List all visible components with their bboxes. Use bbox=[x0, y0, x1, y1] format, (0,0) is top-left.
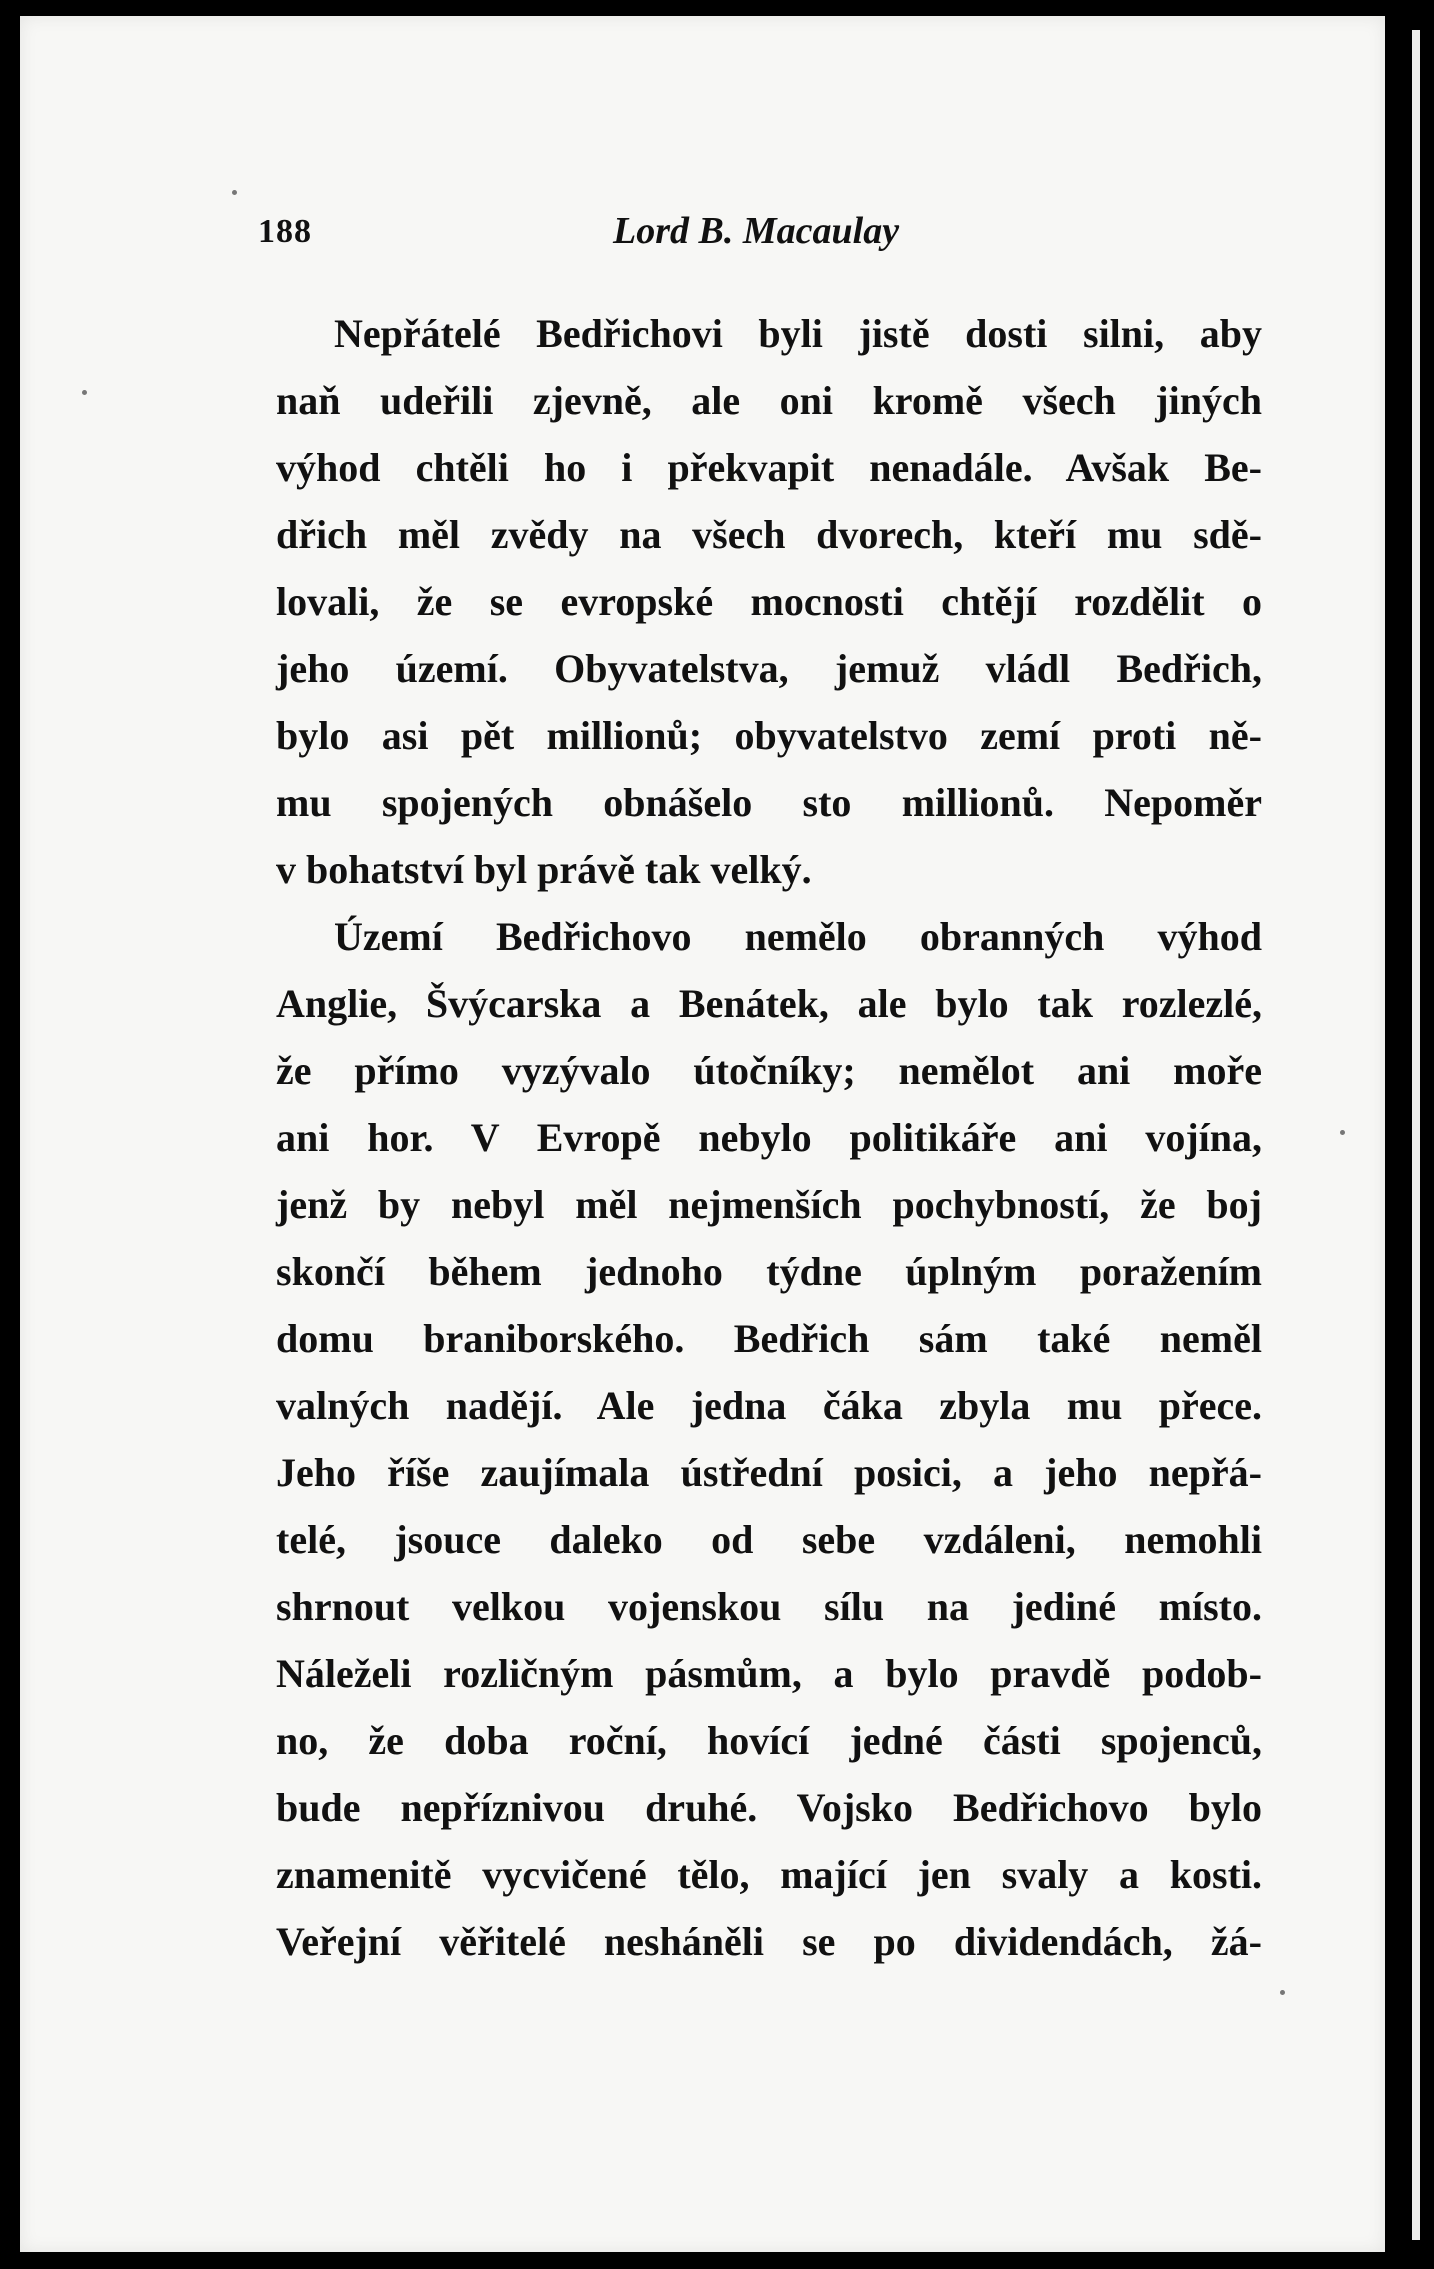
text-line: ani hor. V Evropě nebylo politikáře ani vojína, bbox=[276, 1115, 1262, 1160]
text-line: shrnout velkou vojenskou sílu na jediné místo. bbox=[276, 1584, 1262, 1629]
text-line: Náleželi rozličným pásmům, a bylo pravdě podob- bbox=[276, 1651, 1262, 1696]
paragraph-2 bbox=[276, 903, 1262, 1975]
text-line: bylo asi pět millionů; obyvatelstvo zemí proti ně- bbox=[276, 713, 1262, 758]
text-line: mu spojených obnášelo sto millionů. Nepoměr bbox=[276, 780, 1262, 825]
body-text bbox=[276, 300, 1262, 1975]
running-title: Lord B. Macaulay bbox=[613, 210, 900, 252]
text-line: naň udeřili zjevně, ale oni kromě všech jiných bbox=[276, 378, 1262, 423]
text-line: výhod chtěli ho i překvapit nenadále. Avšak Be- bbox=[276, 445, 1262, 490]
text-line: jenž by nebyl měl nejmenších pochybností, že boj bbox=[276, 1182, 1262, 1227]
print-speck bbox=[1280, 1990, 1285, 1995]
page-gutter bbox=[1412, 30, 1420, 2240]
text-line: Veřejní věřitelé nesháněli se po dividendách, žá- bbox=[276, 1919, 1262, 1964]
text-line: Anglie, Švýcarska a Benátek, ale bylo tak rozlezlé, bbox=[276, 981, 1262, 1026]
print-speck bbox=[1340, 1130, 1345, 1135]
text-line: v bohatství byl právě tak velký. bbox=[276, 847, 812, 892]
text-line: Území Bedřichovo nemělo obranných výhod bbox=[334, 914, 1262, 959]
text-line: znamenitě vycvičené tělo, mající jen svaly a kosti. bbox=[276, 1852, 1262, 1897]
text-line: lovali, že se evropské mocnosti chtějí rozdělit o bbox=[276, 579, 1262, 624]
text-line: že přímo vyzývalo útočníky; nemělot ani moře bbox=[276, 1048, 1262, 1093]
text-line: domu braniborského. Bedřich sám také neměl bbox=[276, 1316, 1262, 1361]
text-line: Jeho říše zaujímala ústřední posici, a jeho nepřá- bbox=[276, 1450, 1262, 1495]
page-header bbox=[258, 210, 1258, 263]
text-line: bude nepříznivou druhé. Vojsko Bedřichovo bylo bbox=[276, 1785, 1262, 1830]
text-line: Nepřátelé Bedřichovi byli jistě dosti silni, aby bbox=[334, 311, 1262, 356]
page-number: 188 bbox=[258, 213, 312, 250]
text-line: skončí během jednoho týdne úplným poražením bbox=[276, 1249, 1262, 1294]
text-line: no, že doba roční, hovící jedné části spojenců, bbox=[276, 1718, 1262, 1763]
paragraph-1 bbox=[276, 300, 1262, 903]
print-speck bbox=[232, 190, 237, 195]
print-speck bbox=[82, 390, 87, 395]
text-line: telé, jsouce daleko od sebe vzdáleni, nemohli bbox=[276, 1517, 1262, 1562]
text-line: dřich měl zvědy na všech dvorech, kteří mu sdě- bbox=[276, 512, 1262, 557]
text-line: valných nadějí. Ale jedna čáka zbyla mu přece. bbox=[276, 1383, 1262, 1428]
text-line: jeho území. Obyvatelstva, jemuž vládl Bedřich, bbox=[276, 646, 1262, 691]
